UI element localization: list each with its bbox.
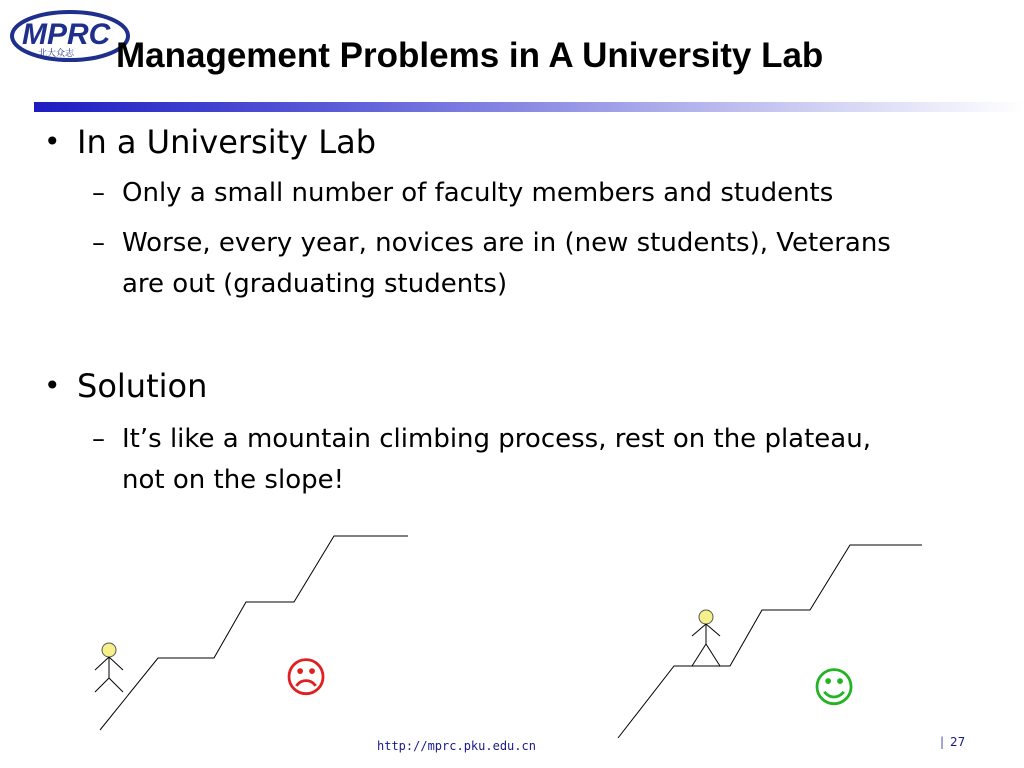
stick-figure-head <box>699 610 713 624</box>
logo-subtitle: 北大众志 <box>38 49 75 59</box>
logo-text: MPRC <box>22 18 111 51</box>
bullet-text: Solution <box>77 367 208 405</box>
sub-bullet-text-line-2: not on the slope! <box>122 465 345 495</box>
mountain-climbing-illustration <box>0 520 1024 750</box>
smiley-face-icon: ☺ <box>812 663 856 712</box>
sub-bullet-marker: – <box>92 178 105 208</box>
sub-bullet-marker: – <box>92 424 105 454</box>
sub-bullet-text-line-2: are out (graduating students) <box>122 269 508 299</box>
sub-bullet-text-line-1: Worse, every year, novices are in (new students), Veterans <box>122 228 891 258</box>
right-staircase <box>618 545 922 738</box>
bullet-marker: • <box>44 125 61 158</box>
sub-bullet-text: Only a small number of faculty members and students <box>122 178 834 208</box>
sad-face-icon: ☹ <box>284 653 328 702</box>
mprc-logo <box>8 8 132 66</box>
slide-title: Management Problems in A University Lab <box>116 36 824 75</box>
bullet-marker: • <box>44 369 61 402</box>
left-staircase <box>100 536 408 730</box>
stick-figure-head <box>102 643 116 657</box>
stick-figure-on-slope <box>95 643 123 692</box>
title-underline-bar <box>34 102 1024 112</box>
bullet-text: In a University Lab <box>77 123 377 161</box>
page-number-separator: | <box>940 735 945 749</box>
stick-figure-on-plateau <box>692 610 720 666</box>
footer-url: http://mprc.pku.edu.cn <box>377 739 536 753</box>
page-number-area <box>940 735 965 749</box>
page-number: 27 <box>950 735 966 749</box>
sub-bullet-text-line-1: It’s like a mountain climbing process, rest on the plateau, <box>122 424 871 454</box>
sub-bullet-marker: – <box>92 228 105 258</box>
